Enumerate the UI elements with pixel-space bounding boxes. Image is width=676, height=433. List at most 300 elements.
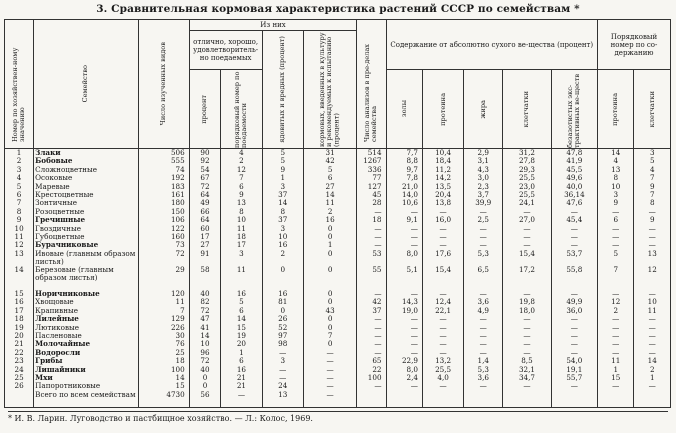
- order-protein-cell: —: [598, 349, 634, 357]
- analyses-cell: —: [357, 349, 386, 357]
- poison-cell: 3: [262, 357, 303, 365]
- fiber-cell: —: [503, 233, 552, 241]
- rank-cell: 13: [221, 199, 262, 207]
- table-row: [5, 307, 671, 315]
- order-protein-cell: —: [598, 208, 634, 216]
- species-cell: 180: [138, 199, 189, 207]
- table-row: [5, 391, 671, 408]
- fiber-cell: —: [503, 332, 552, 340]
- rank-cell: 16: [221, 366, 262, 374]
- fat-cell: [464, 391, 503, 408]
- percent-cell: 90: [189, 149, 221, 158]
- rank-cell: 16: [221, 290, 262, 298]
- protein-cell: 13,5: [422, 183, 463, 191]
- poison-cell: 16: [262, 241, 303, 249]
- percent-cell: 56: [189, 391, 221, 408]
- family-cell: Лишайники: [34, 366, 139, 374]
- poison-cell: —: [262, 349, 303, 357]
- rank-cell: 20: [221, 340, 262, 348]
- culture-cell: —: [303, 357, 356, 365]
- num-cell: 6: [5, 191, 34, 199]
- protein-cell: —: [422, 324, 463, 332]
- nfe-cell: 45,4: [551, 216, 597, 224]
- header-poison: ядовитых и вредных (процент): [262, 31, 303, 149]
- num-cell: 14: [5, 266, 34, 290]
- order-protein-cell: 15: [598, 374, 634, 382]
- nfe-cell: —: [551, 241, 597, 249]
- protein-cell: 13,8: [422, 199, 463, 207]
- culture-cell: 43: [303, 307, 356, 315]
- header-order-protein: протеина: [598, 70, 634, 149]
- num-cell: 7: [5, 199, 34, 207]
- rank-cell: 9: [221, 191, 262, 199]
- percent-cell: 72: [189, 183, 221, 191]
- percent-cell: 40: [189, 290, 221, 298]
- ash-cell: 9,1: [386, 216, 422, 224]
- footnote: * И. В. Ларин. Луговодство и пастбищное хозяйство. — Л.: Колос, 1969.: [8, 411, 668, 423]
- order-protein-cell: —: [598, 382, 634, 390]
- culture-cell: 7: [303, 332, 356, 340]
- analyses-cell: 37: [357, 307, 386, 315]
- num-cell: 9: [5, 216, 34, 224]
- percent-cell: 0: [189, 374, 221, 382]
- culture-cell: 2: [303, 208, 356, 216]
- species-cell: 76: [138, 340, 189, 348]
- family-cell: Губоцветные: [34, 233, 139, 241]
- percent-cell: 49: [189, 199, 221, 207]
- analyses-cell: 18: [357, 216, 386, 224]
- analyses-cell: —: [357, 315, 386, 323]
- rank-cell: 11: [221, 225, 262, 233]
- header-fat: жира: [464, 70, 503, 149]
- ash-cell: 7,7: [386, 149, 422, 158]
- fiber-cell: —: [503, 290, 552, 298]
- analyses-cell: —: [357, 290, 386, 298]
- family-cell: Норичниковые: [34, 290, 139, 298]
- family-cell: Лилейные: [34, 315, 139, 323]
- fat-cell: 4,3: [464, 166, 503, 174]
- percent-cell: 27: [189, 241, 221, 249]
- rank-cell: 18: [221, 233, 262, 241]
- nfe-cell: 47,6: [551, 199, 597, 207]
- protein-cell: 10,4: [422, 149, 463, 158]
- rank-cell: 6: [221, 357, 262, 365]
- protein-cell: 12,4: [422, 298, 463, 306]
- fiber-cell: 29,3: [503, 166, 552, 174]
- poison-cell: 97: [262, 332, 303, 340]
- header-protein: протеина: [422, 70, 463, 149]
- rank-cell: 7: [221, 174, 262, 182]
- order-fiber-cell: —: [634, 324, 671, 332]
- poison-cell: 9: [262, 166, 303, 174]
- species-cell: 150: [138, 208, 189, 216]
- rank-cell: —: [221, 391, 262, 408]
- family-cell: Розоцветные: [34, 208, 139, 216]
- num-cell: 11: [5, 233, 34, 241]
- fiber-cell: —: [503, 340, 552, 348]
- species-cell: 161: [138, 191, 189, 199]
- protein-cell: —: [422, 315, 463, 323]
- fiber-cell: 25,5: [503, 174, 552, 182]
- culture-cell: 0: [303, 315, 356, 323]
- species-cell: 160: [138, 233, 189, 241]
- fiber-cell: —: [503, 315, 552, 323]
- species-cell: 106: [138, 216, 189, 224]
- species-cell: 73: [138, 241, 189, 249]
- percent-cell: 66: [189, 208, 221, 216]
- analyses-cell: [357, 391, 386, 408]
- order-fiber-cell: —: [634, 349, 671, 357]
- order-protein-cell: [598, 391, 634, 408]
- protein-cell: 18,4: [422, 157, 463, 165]
- fat-cell: —: [464, 315, 503, 323]
- nfe-cell: 41,9: [551, 157, 597, 165]
- poison-cell: 16: [262, 290, 303, 298]
- ash-cell: [386, 391, 422, 408]
- poison-cell: 14: [262, 199, 303, 207]
- poison-cell: 10: [262, 233, 303, 241]
- nfe-cell: —: [551, 208, 597, 216]
- nfe-cell: 47,8: [551, 149, 597, 158]
- rank-cell: 8: [221, 208, 262, 216]
- culture-cell: —: [303, 391, 356, 408]
- ash-cell: —: [386, 315, 422, 323]
- percent-cell: 72: [189, 357, 221, 365]
- num-cell: 23: [5, 357, 34, 365]
- order-fiber-cell: —: [634, 332, 671, 340]
- poison-cell: 26: [262, 315, 303, 323]
- percent-cell: 17: [189, 233, 221, 241]
- culture-cell: 16: [303, 216, 356, 224]
- analyses-cell: 42: [357, 298, 386, 306]
- culture-cell: 0: [303, 233, 356, 241]
- order-fiber-cell: 4: [634, 166, 671, 174]
- table-row: [5, 166, 671, 174]
- fat-cell: —: [464, 290, 503, 298]
- protein-cell: —: [422, 233, 463, 241]
- analyses-cell: 53: [357, 250, 386, 266]
- order-fiber-cell: 7: [634, 191, 671, 199]
- percent-cell: 60: [189, 225, 221, 233]
- fat-cell: 3,0: [464, 174, 503, 182]
- fat-cell: —: [464, 241, 503, 249]
- table-row: [5, 250, 671, 266]
- ash-cell: —: [386, 208, 422, 216]
- percent-cell: 47: [189, 315, 221, 323]
- nfe-cell: 45,5: [551, 166, 597, 174]
- species-cell: 183: [138, 183, 189, 191]
- table-row: [5, 208, 671, 216]
- table-row: [5, 290, 671, 298]
- nfe-cell: —: [551, 332, 597, 340]
- family-cell: Всего по всем семействам: [34, 391, 139, 408]
- nfe-cell: 54,0: [551, 357, 597, 365]
- percent-cell: 96: [189, 349, 221, 357]
- percent-cell: 92: [189, 157, 221, 165]
- table-row: [5, 225, 671, 233]
- header-family: Семейство: [34, 20, 139, 149]
- num-cell: 8: [5, 208, 34, 216]
- order-protein-cell: 8: [598, 174, 634, 182]
- nfe-cell: 55,7: [551, 374, 597, 382]
- species-cell: 74: [138, 166, 189, 174]
- poison-cell: —: [262, 374, 303, 382]
- header-rank: Номер по хозяйствен-ному значению: [5, 20, 34, 149]
- fat-cell: 3,6: [464, 298, 503, 306]
- num-cell: 2: [5, 157, 34, 165]
- table-row: [5, 199, 671, 207]
- nfe-cell: 55,8: [551, 266, 597, 290]
- rank-cell: 19: [221, 332, 262, 340]
- species-cell: 14: [138, 374, 189, 382]
- family-cell: Грибы: [34, 357, 139, 365]
- order-protein-cell: 13: [598, 166, 634, 174]
- order-protein-cell: 2: [598, 307, 634, 315]
- fiber-cell: 15,4: [503, 250, 552, 266]
- fiber-cell: 27,0: [503, 216, 552, 224]
- family-cell: Лютиковые: [34, 324, 139, 332]
- poison-cell: 8: [262, 208, 303, 216]
- order-fiber-cell: 7: [634, 174, 671, 182]
- family-cell: Маревые: [34, 183, 139, 191]
- order-fiber-cell: —: [634, 208, 671, 216]
- fiber-cell: —: [503, 241, 552, 249]
- nfe-cell: 49,6: [551, 174, 597, 182]
- poison-cell: —: [262, 366, 303, 374]
- family-cell: Пасленовые: [34, 332, 139, 340]
- fat-cell: —: [464, 382, 503, 390]
- num-cell: 13: [5, 250, 34, 266]
- analyses-cell: —: [357, 233, 386, 241]
- protein-cell: 17,6: [422, 250, 463, 266]
- rank-cell: 2: [221, 157, 262, 165]
- protein-cell: 14,2: [422, 174, 463, 182]
- analyses-cell: 100: [357, 374, 386, 382]
- fat-cell: 1,4: [464, 357, 503, 365]
- analyses-cell: 55: [357, 266, 386, 290]
- nfe-cell: [551, 391, 597, 408]
- fiber-cell: —: [503, 225, 552, 233]
- num-cell: 15: [5, 290, 34, 298]
- fiber-cell: 32,1: [503, 366, 552, 374]
- order-protein-cell: —: [598, 290, 634, 298]
- fiber-cell: —: [503, 208, 552, 216]
- protein-cell: —: [422, 290, 463, 298]
- culture-cell: 0: [303, 298, 356, 306]
- culture-cell: 0: [303, 225, 356, 233]
- species-cell: 30: [138, 332, 189, 340]
- protein-cell: —: [422, 208, 463, 216]
- order-protein-cell: —: [598, 324, 634, 332]
- rank-cell: 4: [221, 149, 262, 158]
- table-row: [5, 233, 671, 241]
- analyses-cell: —: [357, 324, 386, 332]
- family-cell: Папоротниковые: [34, 382, 139, 390]
- header-order: Порядковый номер по со-держанию: [598, 20, 671, 70]
- nfe-cell: —: [551, 290, 597, 298]
- analyses-cell: —: [357, 382, 386, 390]
- culture-cell: 6: [303, 174, 356, 182]
- ash-cell: 9,7: [386, 166, 422, 174]
- ash-cell: —: [386, 290, 422, 298]
- species-cell: 72: [138, 250, 189, 266]
- order-protein-cell: 3: [598, 191, 634, 199]
- fat-cell: 2,5: [464, 216, 503, 224]
- analyses-cell: 77: [357, 174, 386, 182]
- rank-cell: 10: [221, 216, 262, 224]
- table-row: [5, 298, 671, 306]
- protein-cell: —: [422, 332, 463, 340]
- poison-cell: 0: [262, 266, 303, 290]
- order-protein-cell: —: [598, 233, 634, 241]
- percent-cell: 91: [189, 250, 221, 266]
- table-row: [5, 191, 671, 199]
- poison-cell: 2: [262, 250, 303, 266]
- num-cell: 12: [5, 241, 34, 249]
- family-cell: Зонтичные: [34, 199, 139, 207]
- culture-cell: 0: [303, 266, 356, 290]
- nfe-cell: —: [551, 340, 597, 348]
- species-cell: 18: [138, 357, 189, 365]
- ash-cell: —: [386, 382, 422, 390]
- table-row: [5, 149, 671, 158]
- poison-cell: 24: [262, 382, 303, 390]
- order-protein-cell: 6: [598, 216, 634, 224]
- ash-cell: 8,0: [386, 250, 422, 266]
- fat-cell: —: [464, 225, 503, 233]
- family-cell: Злаки: [34, 149, 139, 158]
- fiber-cell: 27,8: [503, 157, 552, 165]
- percent-cell: 82: [189, 298, 221, 306]
- nfe-cell: 36,0: [551, 307, 597, 315]
- ash-cell: —: [386, 324, 422, 332]
- fat-cell: —: [464, 332, 503, 340]
- header-good: отлично, хорошо, удовлетворитель-но поедаемых: [189, 31, 262, 70]
- table-row: [5, 315, 671, 323]
- fiber-cell: —: [503, 349, 552, 357]
- order-protein-cell: —: [598, 241, 634, 249]
- rank-cell: 1: [221, 349, 262, 357]
- ash-cell: 7,8: [386, 174, 422, 182]
- rank-cell: 15: [221, 324, 262, 332]
- order-fiber-cell: 12: [634, 266, 671, 290]
- table-row: [5, 241, 671, 249]
- num-cell: 25: [5, 374, 34, 382]
- culture-cell: 31: [303, 149, 356, 158]
- ash-cell: 21,0: [386, 183, 422, 191]
- ash-cell: —: [386, 225, 422, 233]
- order-fiber-cell: 3: [634, 149, 671, 158]
- fat-cell: 5,3: [464, 250, 503, 266]
- table-row: [5, 174, 671, 182]
- table-row: [5, 340, 671, 348]
- ash-cell: 8,8: [386, 157, 422, 165]
- fiber-cell: 17,2: [503, 266, 552, 290]
- ash-cell: —: [386, 349, 422, 357]
- table-body: [5, 149, 671, 408]
- order-protein-cell: 14: [598, 149, 634, 158]
- analyses-cell: 336: [357, 166, 386, 174]
- protein-cell: —: [422, 382, 463, 390]
- table-row: [5, 266, 671, 290]
- poison-cell: 0: [262, 307, 303, 315]
- protein-cell: 15,4: [422, 266, 463, 290]
- analyses-cell: —: [357, 241, 386, 249]
- nfe-cell: —: [551, 225, 597, 233]
- poison-cell: 81: [262, 298, 303, 306]
- culture-cell: 1: [303, 241, 356, 249]
- order-fiber-cell: 1: [634, 374, 671, 382]
- num-cell: 4: [5, 174, 34, 182]
- nfe-cell: 53,7: [551, 250, 597, 266]
- table-row: [5, 382, 671, 390]
- fat-cell: —: [464, 340, 503, 348]
- family-cell: Бурачниковые: [34, 241, 139, 249]
- protein-cell: 22,1: [422, 307, 463, 315]
- table-row: [5, 216, 671, 224]
- species-cell: 226: [138, 324, 189, 332]
- fat-cell: 5,3: [464, 366, 503, 374]
- percent-cell: 54: [189, 166, 221, 174]
- header-ash: золы: [386, 70, 422, 149]
- order-fiber-cell: 9: [634, 216, 671, 224]
- header-rank-by-eat: порядковый номер по поедаемости: [221, 70, 262, 149]
- fiber-cell: 24,1: [503, 199, 552, 207]
- num-cell: 24: [5, 366, 34, 374]
- fat-cell: —: [464, 208, 503, 216]
- culture-cell: 42: [303, 157, 356, 165]
- num-cell: 21: [5, 340, 34, 348]
- order-protein-cell: 4: [598, 157, 634, 165]
- num-cell: 5: [5, 183, 34, 191]
- rank-cell: 21: [221, 382, 262, 390]
- rank-cell: 21: [221, 374, 262, 382]
- culture-cell: 27: [303, 183, 356, 191]
- percent-cell: 10: [189, 340, 221, 348]
- nfe-cell: —: [551, 315, 597, 323]
- fat-cell: 4,9: [464, 307, 503, 315]
- poison-cell: 1: [262, 174, 303, 182]
- order-protein-cell: 12: [598, 298, 634, 306]
- fat-cell: —: [464, 324, 503, 332]
- fat-cell: —: [464, 349, 503, 357]
- fat-cell: 3,6: [464, 374, 503, 382]
- table-row: [5, 157, 671, 165]
- num-cell: 1: [5, 149, 34, 158]
- fiber-cell: 8,5: [503, 357, 552, 365]
- fat-cell: 3,7: [464, 191, 503, 199]
- num-cell: 22: [5, 349, 34, 357]
- culture-cell: —: [303, 374, 356, 382]
- order-fiber-cell: —: [634, 340, 671, 348]
- fiber-cell: 31,2: [503, 149, 552, 158]
- order-fiber-cell: —: [634, 290, 671, 298]
- nfe-cell: —: [551, 324, 597, 332]
- protein-cell: —: [422, 349, 463, 357]
- species-cell: 7: [138, 307, 189, 315]
- family-cell: Крапивные: [34, 307, 139, 315]
- num-cell: 19: [5, 324, 34, 332]
- header-of-them: Из них: [189, 20, 357, 31]
- header-content: Содержание от абсолютно сухого ве-щества (процент): [386, 20, 597, 70]
- poison-cell: 3: [262, 225, 303, 233]
- culture-cell: 0: [303, 324, 356, 332]
- order-protein-cell: 7: [598, 266, 634, 290]
- species-cell: 555: [138, 157, 189, 165]
- num-cell: [5, 391, 34, 408]
- protein-cell: 4,0: [422, 374, 463, 382]
- fat-cell: 2,3: [464, 183, 503, 191]
